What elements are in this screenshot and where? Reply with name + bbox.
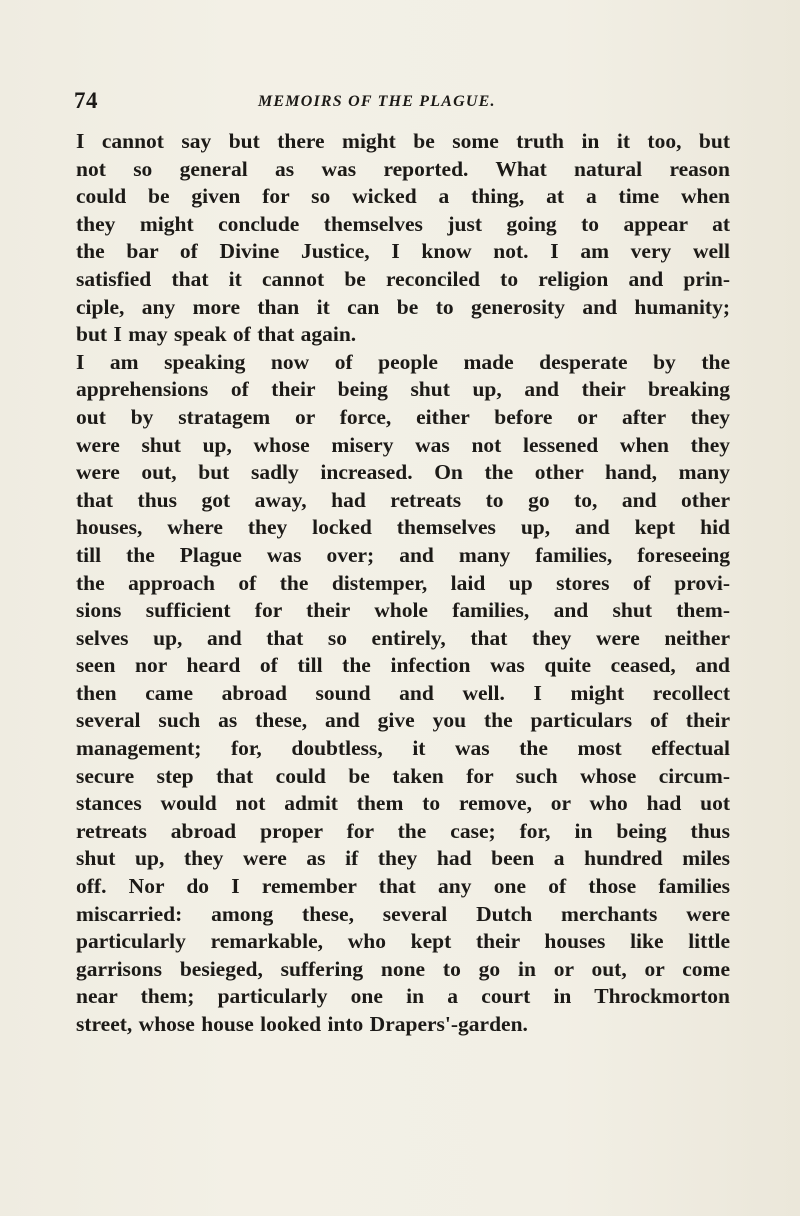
text-line: satisfied that it cannot be reconciled to religion and prin-: [76, 266, 730, 291]
text-line: till the Plague was over; and many families, foreseeing: [76, 542, 730, 567]
text-line: retreats abroad proper for the case; for, in being thus: [76, 818, 730, 843]
text-line: out by stratagem or force, either before or after they: [76, 404, 730, 429]
page-number: 74: [74, 88, 98, 113]
text-line: I cannot say but there might be some truth in it too, but: [76, 129, 730, 153]
text-line: they might conclude themselves just going to appear at: [76, 211, 730, 236]
text-line: street, whose house looked into Drapers'-garden.: [76, 1012, 528, 1036]
text-line: were out, but sadly increased. On the other hand, many: [76, 460, 730, 485]
text-line: then came abroad sound and well. I might recollect: [76, 680, 730, 705]
text-line: ciple, any more than it can be to generosity and humanity;: [76, 294, 730, 319]
text-line: stances would not admit them to remove, or who had uot: [76, 791, 730, 816]
text-line: several such as these, and give you the particulars of their: [76, 708, 730, 733]
text-line: seen nor heard of till the infection was quite ceased, and: [76, 653, 730, 678]
text-line: selves up, and that so entirely, that they were neither: [76, 625, 730, 650]
page-header: [74, 88, 734, 118]
text-line: miscarried: among these, several Dutch merchants were: [76, 901, 730, 926]
text-line: not so general as was reported. What natural reason: [76, 156, 730, 181]
running-head: MEMOIRS OF THE PLAGUE.: [258, 93, 496, 110]
text-line: garrisons besieged, suffering none to go in or out, or come: [76, 956, 730, 981]
text-line: near them; particularly one in a court in Throckmorton: [76, 984, 730, 1009]
text-line: sions sufficient for their whole families, and shut them-: [76, 598, 730, 623]
text-line: shut up, they were as if they had been a hundred miles: [76, 846, 730, 871]
text-line: were shut up, whose misery was not lessened when they: [76, 432, 730, 457]
text-line: management; for, doubtless, it was the most effectual: [76, 736, 730, 761]
text-line: I am speaking now of people made desperate by the: [76, 349, 730, 374]
text-line: off. Nor do I remember that any one of those families: [76, 874, 730, 899]
text-line: could be given for so wicked a thing, at a time when: [76, 184, 730, 209]
text-line: secure step that could be taken for such whose circum-: [76, 763, 730, 788]
text-line: the approach of the distemper, laid up stores of provi-: [76, 570, 730, 595]
text-line: that thus got away, had retreats to go to, and other: [76, 487, 730, 512]
text-line: particularly remarkable, who kept their houses like little: [76, 929, 730, 954]
text-line: houses, where they locked themselves up, and kept hid: [76, 515, 730, 540]
body-text: [76, 128, 730, 1039]
text-line: the bar of Divine Justice, I know not. I am very well: [76, 239, 730, 264]
text-line: but I may speak of that again.: [76, 322, 357, 347]
text-line: apprehensions of their being shut up, and their breaking: [76, 377, 730, 402]
